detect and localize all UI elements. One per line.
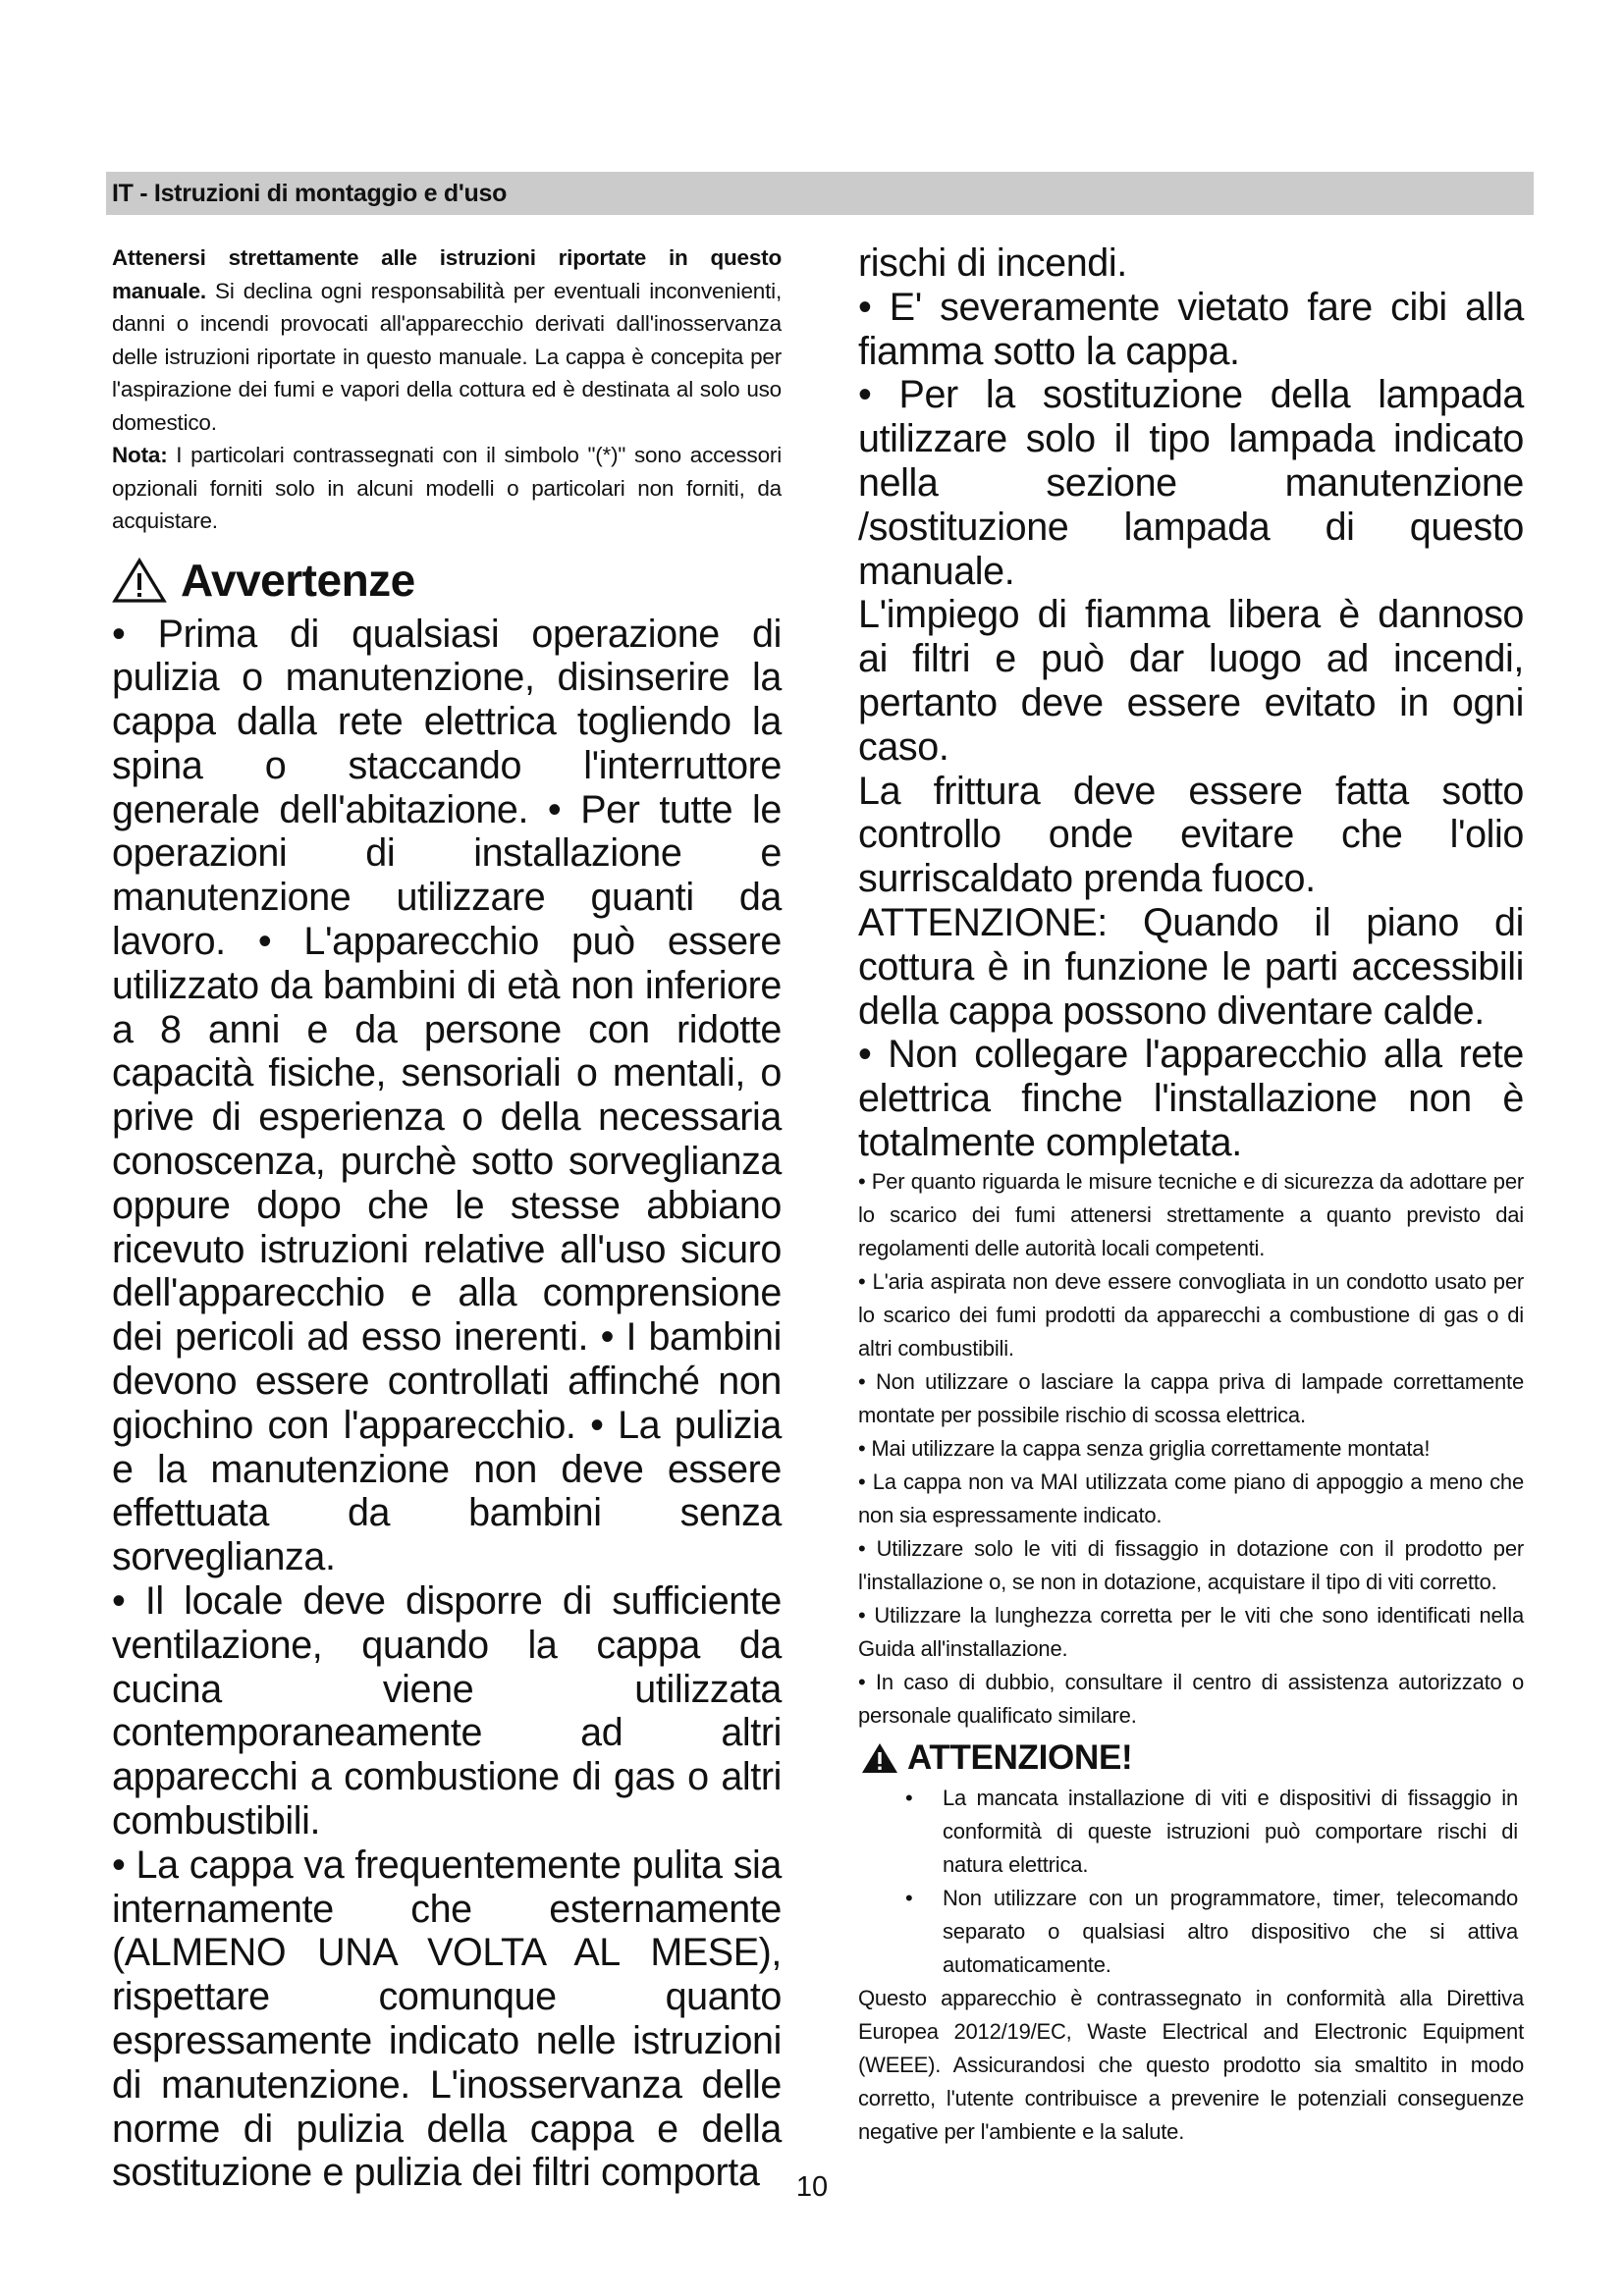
- attention-title: ATTENZIONE!: [907, 1737, 1133, 1777]
- intro-bold-lead: Attenersi strettamente alle istruzioni riportate in questo manuale.: [112, 245, 782, 303]
- page-number: 10: [795, 2171, 829, 2203]
- safety-paragraph: • L'aria aspirata non deve essere convogliata in un condotto usato per lo scarico dei fumi prodotti da apparecchi a combustione di gas o di altri combustibili.: [858, 1268, 1524, 1361]
- note-paragraph: [112, 439, 782, 538]
- intro-paragraph: [112, 241, 782, 439]
- warning-paragraph: ATTENZIONE: Quando il piano di cottura è in funzione le parti accessibili della cappa possono diventare calde.: [858, 900, 1524, 1033]
- warning-paragraph: L'impiego di fiamma libera è dannoso ai filtri e può dar luogo ad incendi, pertanto deve essere evitato in ogni caso.: [858, 593, 1524, 769]
- attention-heading: [860, 1738, 1524, 1778]
- right-column: [858, 241, 1524, 2149]
- warning-paragraph: • E' severamente vietato fare cibi alla fiamma sotto la cappa.: [858, 285, 1524, 373]
- warnings-heading: [112, 554, 782, 607]
- warning-paragraph: • Il locale deve disporre di sufficiente ventilazione, quando la cappa da cucina viene utilizzata contemporaneamente ad altri apparecchi a combustione di gas o altri combustibili.: [112, 1579, 782, 1843]
- note-text: I particolari contrassegnati con il simbolo "(*)" sono accessori opzionali forniti solo in alcuni modelli o particolari non forniti, da acquistare.: [112, 443, 782, 533]
- warning-paragraph: • Prima di qualsiasi operazione di pulizia o manutenzione, disinserire la cappa dalla rete elettrica togliendo la spina o staccando l'interruttore generale dell'abitazione. • Per tutte le operazioni di installazione e manutenzione utilizzare guanti da lavoro. • L'apparecchio può essere utilizzato da bambini di età non inferiore a 8 anni e da persone con ridotte capacità fisiche, sensoriali o mentali, o prive di esperienza o della necessaria conoscenza, purchè sotto sorveglianza oppure dopo che le stesse abbiano ricevuto istruzioni relative all'uso sicuro dell'apparecchio e alla comprensione dei pericoli ad esso inerenti. • I bambini devono essere controllati affinché non giochino con l'apparecchio. • La pulizia e la manutenzione non deve essere effettuata da bambini senza sorveglianza.: [112, 612, 782, 1579]
- warning-triangle-filled-icon: [860, 1741, 899, 1775]
- safety-paragraph: • La cappa non va MAI utilizzata come piano di appoggio a meno che non sia espressamente indicato.: [858, 1468, 1524, 1527]
- warnings-title: Avvertenze: [181, 554, 415, 606]
- warning-paragraph: • Non collegare l'apparecchio alla rete elettrica finche l'installazione non è totalmente completata.: [858, 1033, 1524, 1164]
- safety-paragraph: • In caso di dubbio, consultare il centro di assistenza autorizzato o personale qualificato similare.: [858, 1669, 1524, 1728]
- safety-paragraph: • Utilizzare solo le viti di fissaggio in dotazione con il prodotto per l'installazione o, se non in dotazione, acquistare il tipo di viti corretto.: [858, 1535, 1524, 1594]
- section-header-bar: [106, 172, 1534, 215]
- section-title: IT - Istruzioni di montaggio e d'uso: [112, 180, 508, 207]
- warning-paragraph: La frittura deve essere fatta sotto controllo onde evitare che l'olio surriscaldato prenda fuoco.: [858, 769, 1524, 901]
- warning-triangle-outline-icon: [112, 557, 167, 604]
- left-column: [112, 241, 782, 2195]
- warning-paragraph: • La cappa va frequentemente pulita sia internamente che esternamente (ALMENO UNA VOLTA AL MESE), rispettare comunque quanto espressamente indicato nelle istruzioni di manutenzione. L'inosservanza delle norme di pulizia della cappa e della sostituzione e pulizia dei filtri comporta: [112, 1842, 782, 2195]
- attention-list: [858, 1782, 1524, 1982]
- list-item: • Non utilizzare con un programmatore, timer, telecomando separato o qualsiasi altro dispositivo che si attiva automaticamente.: [858, 1882, 1524, 1982]
- weee-paragraph: Questo apparecchio è contrassegnato in conformità alla Direttiva Europea 2012/19/EC, Waste Electrical and Electronic Equipment (WEEE). Assicurandosi che questo prodotto sia smaltito in modo corretto, l'utente contribuisce a prevenire le potenziali conseguenze negative per l'ambiente e la salute.: [858, 1985, 1524, 2144]
- list-item: • La mancata installazione di viti e dispositivi di fissaggio in conformità di queste istruzioni può comportare rischi di natura elettrica.: [858, 1782, 1524, 1882]
- warning-paragraph: • Per la sostituzione della lampada utilizzare solo il tipo lampada indicato nella sezione manutenzione /sostituzione lampada di questo manuale.: [858, 373, 1524, 593]
- safety-paragraph: • Utilizzare la lunghezza corretta per le viti che sono identificati nella Guida all'installazione.: [858, 1602, 1524, 1661]
- warning-paragraph: rischi di incendi.: [858, 241, 1127, 285]
- safety-paragraph: • Per quanto riguarda le misure tecniche e di sicurezza da adottare per lo scarico dei fumi attenersi strettamente a quanto previsto dai regolamenti delle autorità locali competenti.: [858, 1168, 1524, 1260]
- intro-text: Si declina ogni responsabilità per eventuali inconvenienti, danni o incendi provocati all'apparecchio derivati dall'inosservanza delle istruzioni riportate in questo manuale. La cappa è concepita per l'aspirazione dei fumi e vapori della cottura ed è destinata al solo uso domestico.: [112, 278, 782, 435]
- safety-paragraph: • Non utilizzare o lasciare la cappa priva di lampade correttamente montate per possibile rischio di scossa elettrica.: [858, 1368, 1524, 1427]
- safety-paragraph: • Mai utilizzare la cappa senza griglia correttamente montata!: [858, 1435, 1431, 1461]
- note-label: Nota:: [112, 443, 168, 467]
